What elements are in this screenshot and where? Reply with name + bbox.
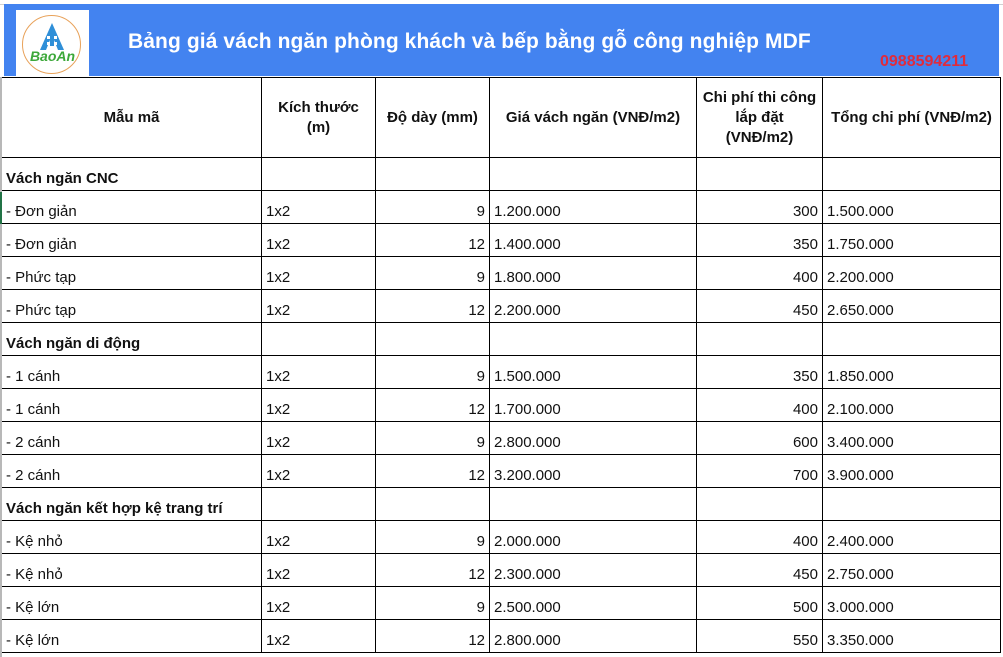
size-cell[interactable]: 1x2	[262, 587, 376, 620]
install-cost-cell[interactable]: 450	[697, 554, 823, 587]
install-cost-cell[interactable]: 400	[697, 257, 823, 290]
group-title-cell[interactable]: Vách ngăn CNC	[2, 158, 262, 191]
table-row	[2, 290, 1001, 323]
table-row	[2, 356, 1001, 389]
table-row	[2, 191, 1001, 224]
total-cell[interactable]: 2.200.000	[823, 257, 1001, 290]
total-cell[interactable]: 1.500.000	[823, 191, 1001, 224]
install-cost-cell[interactable]: 500	[697, 587, 823, 620]
thickness-cell[interactable]: 9	[376, 356, 490, 389]
total-cell[interactable]: 3.350.000	[823, 620, 1001, 653]
price-cell[interactable]: 3.200.000	[490, 455, 697, 488]
install-cost-cell[interactable]: 400	[697, 521, 823, 554]
empty-cell[interactable]	[376, 488, 490, 521]
thickness-cell[interactable]: 12	[376, 620, 490, 653]
size-cell[interactable]: 1x2	[262, 356, 376, 389]
price-table	[1, 77, 1001, 653]
model-cell[interactable]: - 1 cánh	[2, 356, 262, 389]
empty-cell[interactable]	[376, 323, 490, 356]
model-cell[interactable]: - Phức tạp	[2, 257, 262, 290]
size-cell[interactable]: 1x2	[262, 620, 376, 653]
thickness-cell[interactable]: 9	[376, 521, 490, 554]
group-row	[2, 488, 1001, 521]
thickness-cell[interactable]: 9	[376, 422, 490, 455]
column-header-price: Giá vách ngăn (VNĐ/m2)	[490, 78, 697, 158]
table-row	[2, 554, 1001, 587]
install-cost-cell[interactable]: 450	[697, 290, 823, 323]
logo-text: BaoAn	[29, 48, 76, 64]
size-cell[interactable]: 1x2	[262, 521, 376, 554]
thickness-cell[interactable]: 12	[376, 389, 490, 422]
column-header-total: Tổng chi phí (VNĐ/m2)	[823, 78, 1001, 158]
group-row	[2, 323, 1001, 356]
price-cell[interactable]: 1.500.000	[490, 356, 697, 389]
empty-cell[interactable]	[823, 488, 1001, 521]
size-cell[interactable]: 1x2	[262, 191, 376, 224]
empty-cell[interactable]	[490, 158, 697, 191]
thickness-cell[interactable]: 9	[376, 257, 490, 290]
column-header-size: Kích thước (m)	[262, 78, 376, 158]
price-cell[interactable]: 2.000.000	[490, 521, 697, 554]
total-cell[interactable]: 3.900.000	[823, 455, 1001, 488]
price-cell[interactable]: 1.200.000	[490, 191, 697, 224]
model-cell[interactable]: - Đơn giản	[2, 224, 262, 257]
total-cell[interactable]: 1.750.000	[823, 224, 1001, 257]
empty-cell[interactable]	[490, 488, 697, 521]
empty-cell[interactable]	[490, 323, 697, 356]
thickness-cell[interactable]: 12	[376, 224, 490, 257]
size-cell[interactable]: 1x2	[262, 257, 376, 290]
model-cell[interactable]: - Kệ nhỏ	[2, 521, 262, 554]
model-cell[interactable]: - 1 cánh	[2, 389, 262, 422]
table-row	[2, 224, 1001, 257]
empty-cell[interactable]	[697, 323, 823, 356]
price-cell[interactable]: 1.400.000	[490, 224, 697, 257]
empty-cell[interactable]	[376, 158, 490, 191]
total-cell[interactable]: 3.000.000	[823, 587, 1001, 620]
group-title-cell[interactable]: Vách ngăn kết hợp kệ trang trí	[2, 488, 262, 521]
size-cell[interactable]: 1x2	[262, 554, 376, 587]
price-cell[interactable]: 2.800.000	[490, 422, 697, 455]
model-cell[interactable]: - 2 cánh	[2, 455, 262, 488]
thickness-cell[interactable]: 9	[376, 191, 490, 224]
size-cell[interactable]: 1x2	[262, 389, 376, 422]
size-cell[interactable]: 1x2	[262, 224, 376, 257]
thickness-cell[interactable]: 12	[376, 290, 490, 323]
install-cost-cell[interactable]: 300	[697, 191, 823, 224]
total-cell[interactable]: 2.100.000	[823, 389, 1001, 422]
price-cell[interactable]: 2.800.000	[490, 620, 697, 653]
table-row	[2, 587, 1001, 620]
table-header-row	[2, 78, 1001, 158]
model-cell[interactable]: - Kệ lớn	[2, 620, 262, 653]
install-cost-cell[interactable]: 350	[697, 356, 823, 389]
model-cell[interactable]: - Phức tạp	[2, 290, 262, 323]
size-cell[interactable]: 1x2	[262, 290, 376, 323]
table-row	[2, 422, 1001, 455]
price-cell[interactable]: 1.800.000	[490, 257, 697, 290]
phone-number: 0988594211	[880, 53, 969, 70]
install-cost-cell[interactable]: 350	[697, 224, 823, 257]
table-row	[2, 257, 1001, 290]
price-cell[interactable]: 2.500.000	[490, 587, 697, 620]
empty-cell[interactable]	[823, 323, 1001, 356]
active-cell-indicator	[0, 192, 2, 224]
page-title: Bảng giá vách ngăn phòng khách và bếp bằng gỗ công nghiệp MDF	[128, 30, 811, 53]
total-cell[interactable]: 2.400.000	[823, 521, 1001, 554]
sheet-left-edge	[0, 77, 2, 657]
install-cost-cell[interactable]: 700	[697, 455, 823, 488]
model-cell[interactable]: - 2 cánh	[2, 422, 262, 455]
empty-cell[interactable]	[697, 488, 823, 521]
group-title-cell[interactable]: Vách ngăn di động	[2, 323, 262, 356]
install-cost-cell[interactable]: 600	[697, 422, 823, 455]
size-cell[interactable]: 1x2	[262, 455, 376, 488]
column-header-install-cost: Chi phí thi công lắp đặt (VNĐ/m2)	[697, 78, 823, 158]
table-row	[2, 620, 1001, 653]
empty-cell[interactable]	[262, 323, 376, 356]
empty-cell[interactable]	[262, 488, 376, 521]
table-row	[2, 521, 1001, 554]
column-header-thickness: Độ dày (mm)	[376, 78, 490, 158]
empty-cell[interactable]	[823, 158, 1001, 191]
model-cell[interactable]: - Kệ nhỏ	[2, 554, 262, 587]
size-cell[interactable]: 1x2	[262, 422, 376, 455]
empty-cell[interactable]	[697, 158, 823, 191]
empty-cell[interactable]	[262, 158, 376, 191]
table-row	[2, 455, 1001, 488]
thickness-cell[interactable]: 12	[376, 554, 490, 587]
logo	[16, 10, 89, 78]
price-cell[interactable]: 2.300.000	[490, 554, 697, 587]
group-row	[2, 158, 1001, 191]
thickness-cell[interactable]: 9	[376, 587, 490, 620]
total-cell[interactable]: 1.850.000	[823, 356, 1001, 389]
total-cell[interactable]: 3.400.000	[823, 422, 1001, 455]
install-cost-cell[interactable]: 550	[697, 620, 823, 653]
model-cell[interactable]: - Đơn giản	[2, 191, 262, 224]
thickness-cell[interactable]: 12	[376, 455, 490, 488]
column-header-model: Mẫu mã	[2, 78, 262, 158]
model-cell[interactable]: - Kệ lớn	[2, 587, 262, 620]
title-banner	[4, 4, 999, 76]
table-row	[2, 389, 1001, 422]
total-cell[interactable]: 2.650.000	[823, 290, 1001, 323]
total-cell[interactable]: 2.750.000	[823, 554, 1001, 587]
price-cell[interactable]: 1.700.000	[490, 389, 697, 422]
install-cost-cell[interactable]: 400	[697, 389, 823, 422]
price-cell[interactable]: 2.200.000	[490, 290, 697, 323]
